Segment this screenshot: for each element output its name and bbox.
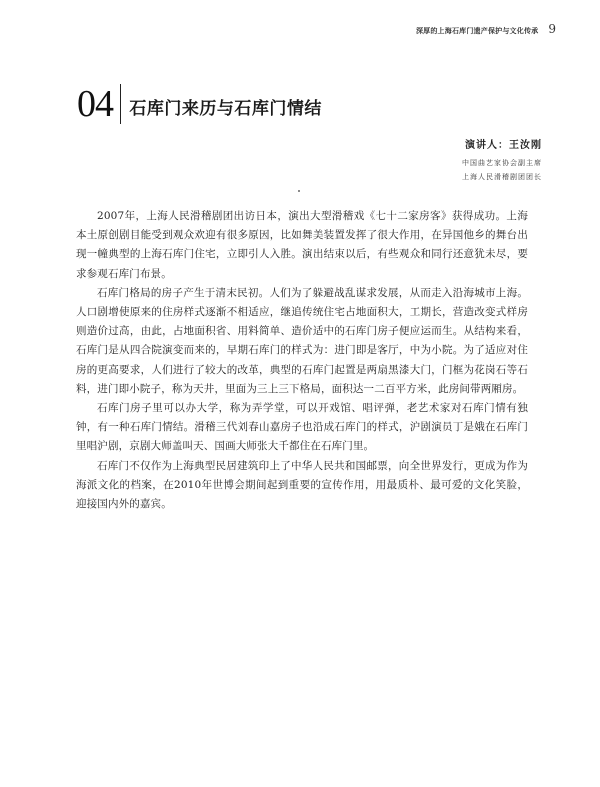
- chapter-title: 石库门来历与石库门情结: [129, 98, 322, 119]
- speaker-name: 演讲人：王汝刚: [465, 140, 542, 151]
- chapter-number: 04: [77, 83, 113, 125]
- body-paragraph: 石库门房子里可以办大学，称为弄学堂，可以开戏馆、唱评弹，老艺术家对石库门情有独钟，有一种石库门情结。滑稽三代刘春山嘉房子也沿成石库门的样式，沪剧演员丁是娥在石库门里唱沪剧，京剧大师盖叫天、国画大师张大千都住在石库门里。: [76, 402, 528, 453]
- page-number: 9: [548, 22, 556, 36]
- speaker-block: [462, 136, 542, 184]
- chapter-divider-rule: [120, 84, 121, 124]
- body-paragraph: 2007年，上海人民滑稽剧团出访日本，演出大型滑稽戏《七十二家房客》获得成功。上海本土原创剧目能受到观众欢迎有很多原因，比如舞美装置发挥了很大作用，在异国他乡的舞台出现一幢典型的上海石库门住宅，立即引人入胜。演出结束以后，有些观众和同行还意犹未尽，要求参观石库门布景。: [76, 210, 528, 280]
- chapter-heading: [77, 84, 322, 124]
- speaker-title: 上海人民滑稽剧团团长: [462, 173, 542, 181]
- article-body: [76, 207, 528, 514]
- running-header-title: 深厚的上海石库门遗产保护与文化传承: [415, 27, 539, 35]
- speaker-title: 中国曲艺家协会副主席: [462, 159, 542, 167]
- body-paragraph: 石库门格局的房子产生于清末民初。人们为了躲避战乱谋求发展，从而走入沿海城市上海。人口剧增使原来的住房样式逐渐不相适应，继追传统住宅占地面积大，工期长，营造改变式样房则造价过高，由此，占地面积省、用料简单、造价适中的石库门房子便应运而生。从结构来看，石库门是从四合院演变而来的，早期石库门的样式为：进门即是客厅，中为小院。为了适应对住房的更高要求，人们进行了较大的改革，典型的石库门起置是两扇黑漆大门，门框为花岗石等石料，进门即小院子，称为天井，里面为三上三下格局，面积达一二百平方米，此房间带两厢房。: [76, 286, 528, 395]
- running-header: [416, 22, 556, 36]
- section-divider-dot: [298, 190, 300, 192]
- body-paragraph: 石库门不仅作为上海典型民居建筑印上了中华人民共和国邮票，向全世界发行，更成为作为海派文化的档案，在2010年世博会期间起到重要的宣传作用，用最质朴、最可爱的文化笑脸，迎接国内外的嘉宾。: [76, 459, 528, 511]
